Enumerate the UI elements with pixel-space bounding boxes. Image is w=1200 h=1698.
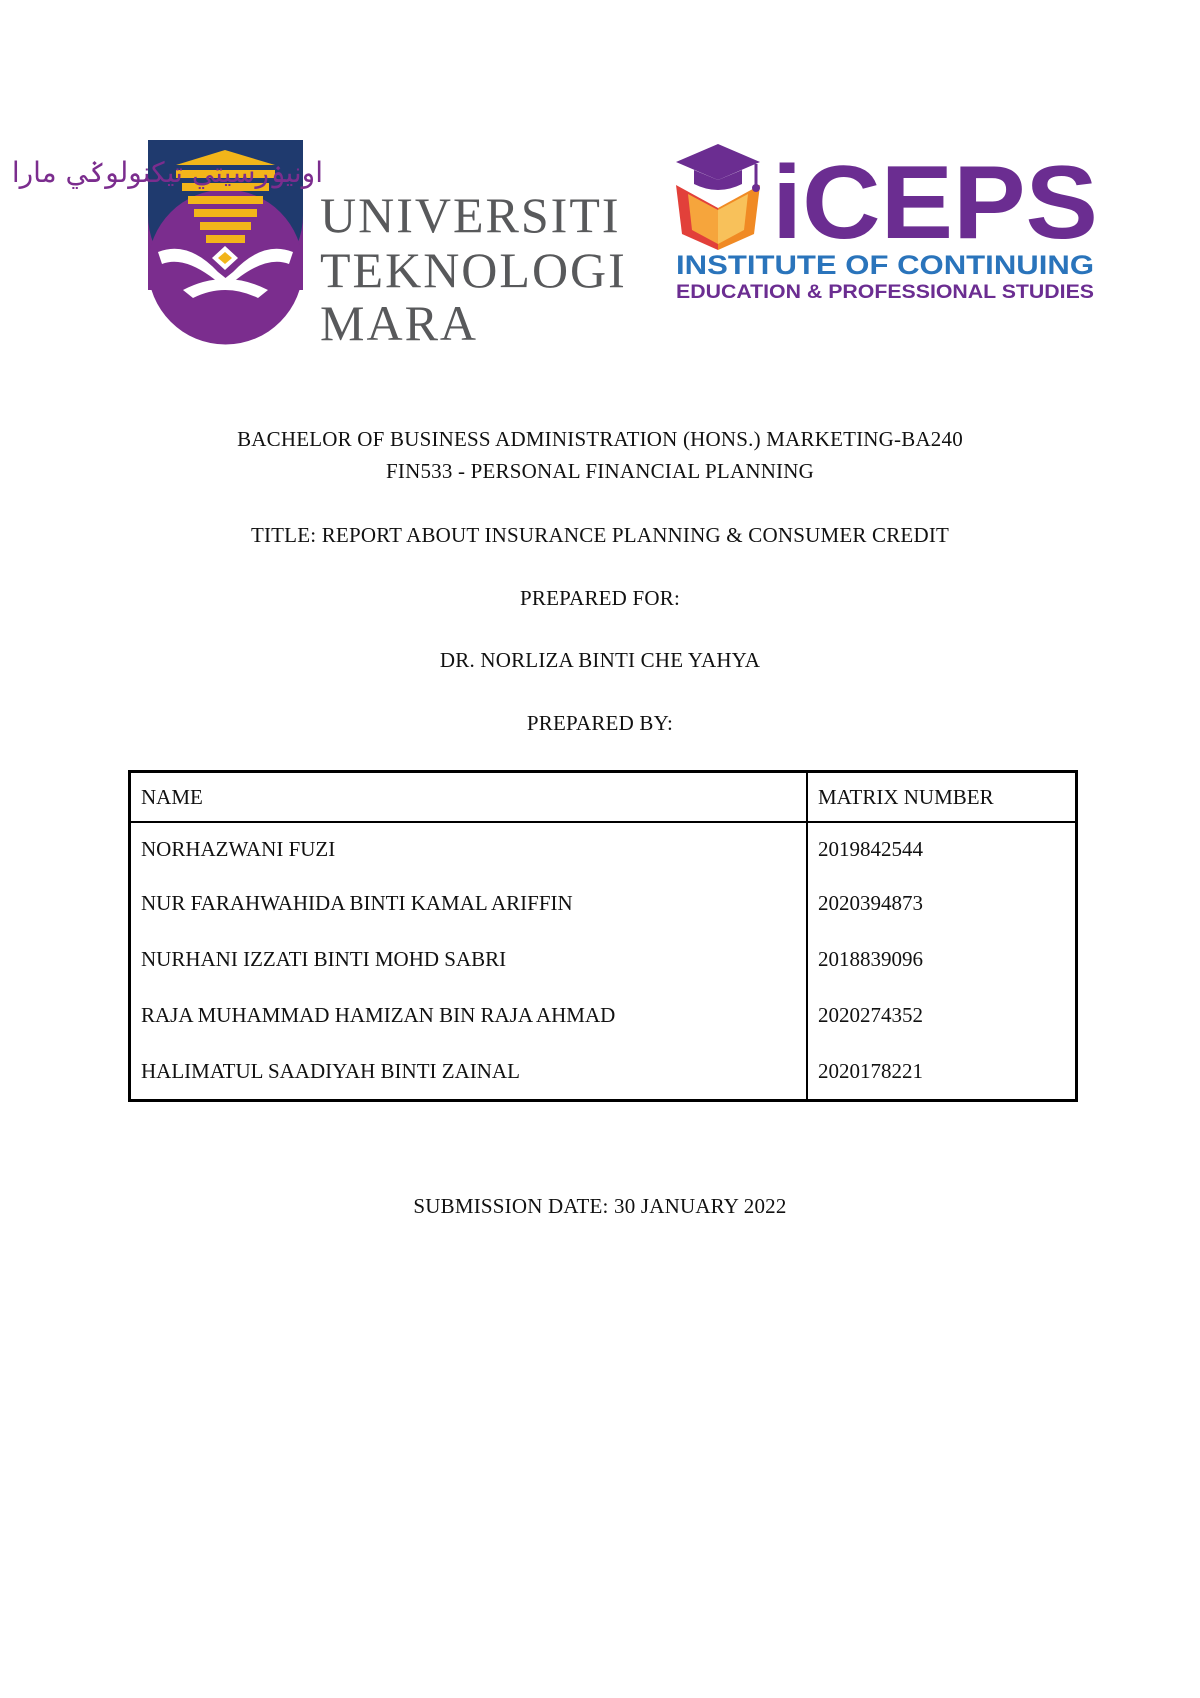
student-name: NURHANI IZZATI BINTI MOHD SABRI [130, 931, 808, 987]
program-name: BACHELOR OF BUSINESS ADMINISTRATION (HONS.) MARKETING-BA240 [237, 427, 963, 451]
matrix-number: 2020274352 [818, 1002, 923, 1027]
table-row [130, 822, 1077, 875]
submission-date: SUBMISSION DATE: 30 JANUARY 2022 [413, 1194, 787, 1218]
matrix-number: 2020394873 [818, 890, 923, 915]
student-name: HALIMATUL SAADIYAH BINTI ZAINAL [130, 1043, 808, 1101]
student-name: RAJA MUHAMMAD HAMIZAN BIN RAJA AHMAD [130, 987, 808, 1043]
table-row [130, 875, 1077, 931]
graduation-book-icon [676, 144, 760, 250]
uitm-jawi-text: اونيۏرسيتي تيكنولوݢي مارا [11, 156, 323, 189]
table-row [130, 931, 1077, 987]
table-row [130, 1043, 1077, 1101]
uitm-logo [11, 140, 638, 351]
prepared-by-label: PREPARED BY: [526, 711, 674, 735]
iceps-line2: EDUCATION & PROFESSIONAL STUDIES [676, 282, 1094, 303]
lecturer-name: DR. NORLIZA BINTI CHE YAHYA [439, 648, 761, 672]
uitm-line1: UNIVERSITI [320, 187, 621, 243]
table-row [130, 987, 1077, 1043]
matrix-number: 2018839096 [818, 946, 923, 971]
logo-header [0, 0, 1200, 360]
course-name: FIN533 - PERSONAL FINANCIAL PLANNING [386, 459, 814, 483]
table-header-row [130, 772, 1077, 823]
prepared-for-label: PREPARED FOR: [520, 586, 680, 610]
student-name: NORHAZWANI FUZI [130, 822, 808, 875]
header-matrix: MATRIX NUMBER [807, 772, 1077, 823]
matrix-number: 2020178221 [818, 1058, 923, 1083]
student-table [128, 770, 1078, 1102]
header-name: NAME [130, 772, 808, 823]
iceps-line1: INSTITUTE OF CONTINUING [676, 250, 1094, 280]
matrix-number: 2019842544 [818, 836, 923, 861]
uitm-line2: TEKNOLOGI [320, 242, 627, 298]
iceps-wordmark: iCEPS [772, 145, 1098, 261]
report-title: TITLE: REPORT ABOUT INSURANCE PLANNING & CONSUMER CREDIT [250, 523, 950, 547]
student-name: NUR FARAHWAHIDA BINTI KAMAL ARIFFIN [130, 875, 808, 931]
uitm-line3: MARA [320, 295, 479, 351]
iceps-logo [672, 140, 1102, 305]
